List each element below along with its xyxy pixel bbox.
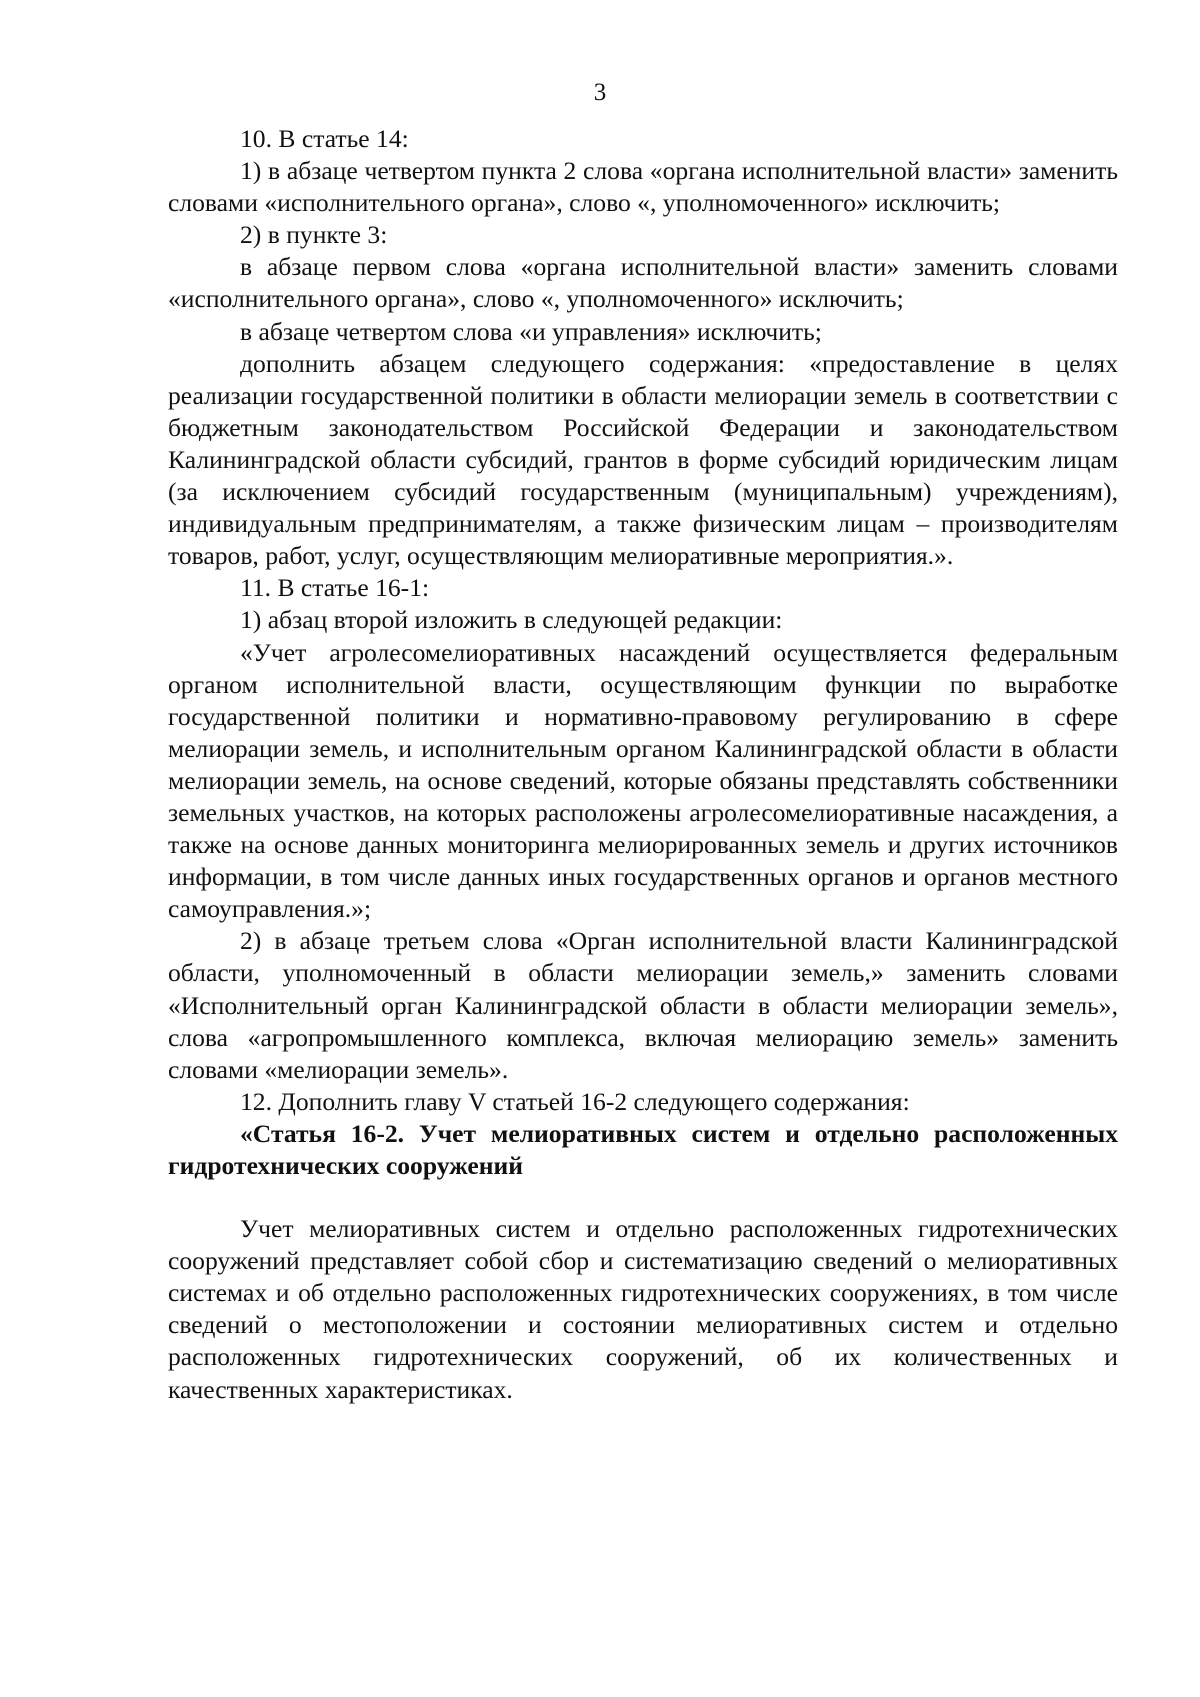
paragraph: 1) абзац второй изложить в следующей редакции:: [240, 605, 783, 635]
paragraph: 2) в пункте 3:: [240, 220, 388, 250]
paragraph: 11. В статье 16-1:: [240, 573, 430, 603]
paragraph: «Учет агролесомелиоративных насаждений осуществляется федеральным органом исполнительной власти, осуществляющим функции по выработке государственной политики и нормативно-правовому регулированию в сфере мелиорации земель, и исполнительным органом Калининградской области в области мелиорации земель, на основе сведений, которые обязаны представлять собственники земельных участков, на которых расположены агролесомелиоративные насаждения, а также на основе данных мониторинга мелиорированных земель и других источников информации, в том числе данных иных государственных органов и органов местного самоуправления.»;: [168, 637, 1118, 924]
page-number: 3: [593, 79, 607, 106]
paragraph: 1) в абзаце четвертом пункта 2 слова «органа исполнительной власти» заменить словами «исполнительного органа», слово «, уполномоченного» исключить;: [168, 156, 1118, 218]
paragraph: в абзаце первом слова «органа исполнительной власти» заменить словами «исполнительного органа», слово «, уполномоченного» исключить;: [168, 252, 1118, 314]
document-body: [168, 123, 1118, 1406]
article-heading: «Статья 16-2. Учет мелиоративных систем и отдельно расположенных гидротехнических сооружений: [168, 1118, 1118, 1180]
paragraph: 12. Дополнить главу V статьей 16-2 следующего содержания:: [240, 1086, 910, 1116]
paragraph: 10. В статье 14:: [240, 124, 409, 153]
paragraph: в абзаце четвертом слова «и управления» исключить;: [240, 316, 822, 346]
paragraph: 2) в абзаце третьем слова «Орган исполнительной власти Калининградской области, уполномоченный в области мелиорации земель,» заменить словами «Исполнительный орган Калининградской области в области мелиорации земель», слова «агропромышленного комплекса, включая мелиорацию земель» заменить словами «мелиорации земель».: [168, 926, 1118, 1084]
paragraph: дополнить абзацем следующего содержания: «предоставление в целях реализации государственной политики в области мелиорации земель в соответствии с бюджетным законодательством Российской Федерации и законодательством Калининградской области субсидий, грантов в форме субсидий юридическим лицам (за исключением субсидий государственным (муниципальным) учреждениям), индивидуальным предпринимателям, а также физическим лицам – производителям товаров, работ, услуг, осуществляющим мелиоративные мероприятия.».: [168, 348, 1118, 571]
paragraph: Учет мелиоративных систем и отдельно расположенных гидротехнических сооружений представляет собой сбор и систематизацию сведений о мелиоративных системах и об отдельно расположенных гидротехнических сооружениях, в том числе сведений о местоположении и состоянии мелиоративных систем и отдельно расположенных гидротехнических сооружений, об их количественных и качественных характеристиках.: [168, 1214, 1118, 1404]
